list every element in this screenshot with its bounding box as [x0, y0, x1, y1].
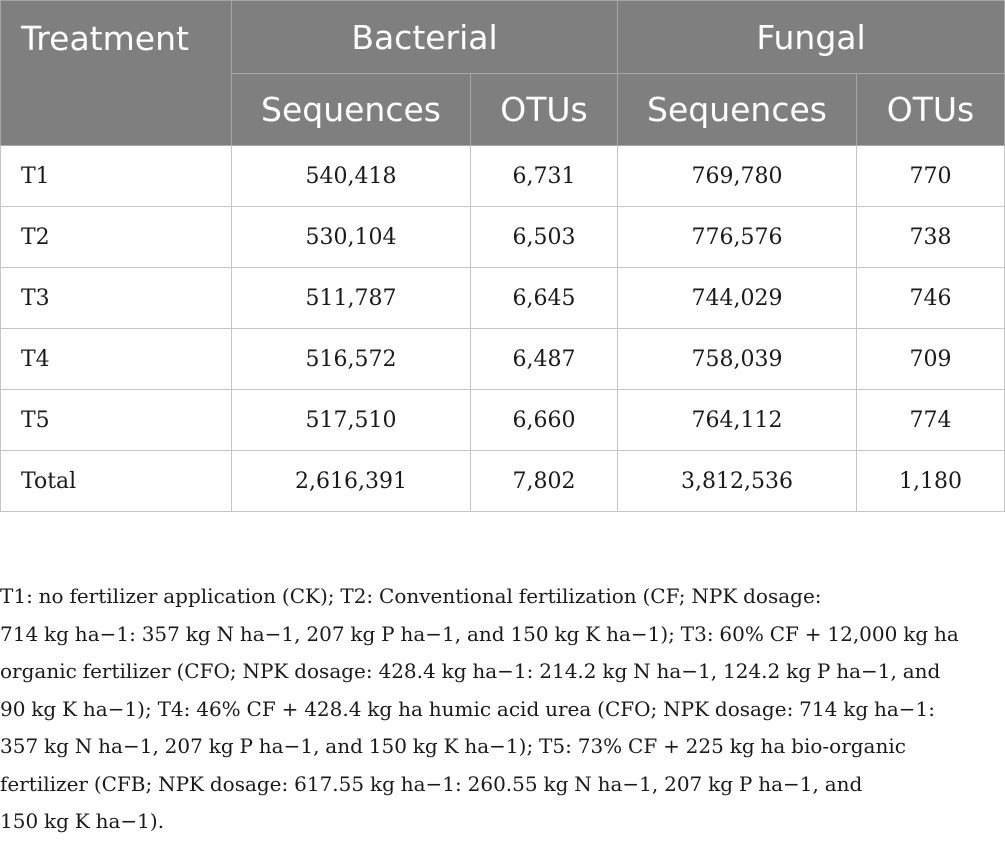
footnote-line: 714 kg ha−1: 357 kg N ha−1, 207 kg P ha−1, and 150 kg K ha−1); T3: 60% CF + 12,000 kg ha: [0, 621, 959, 646]
header-bacterial: Bacterial: [232, 1, 618, 74]
cell-bacterial-sequences: 517,510: [232, 390, 471, 451]
cell-fungal-otus: 1,180: [857, 451, 1005, 512]
table-row: [1, 207, 1005, 268]
cell-fungal-otus: 709: [857, 329, 1005, 390]
footnote-line: 90 kg K ha−1); T4: 46% CF + 428.4 kg ha humic acid urea (CFO; NPK dosage: 714 kg ha−1:: [0, 696, 936, 721]
table-body: [1, 146, 1005, 512]
cell-bacterial-otus: 6,731: [471, 146, 618, 207]
header-fungal-otus: OTUs: [857, 74, 1005, 146]
cell-bacterial-otus: 6,660: [471, 390, 618, 451]
table-row: [1, 268, 1005, 329]
header-bacterial-sequences: Sequences: [232, 74, 471, 146]
table-row-total: [1, 451, 1005, 512]
table-header: [1, 1, 1005, 146]
cell-bacterial-sequences: 530,104: [232, 207, 471, 268]
cell-bacterial-otus: 6,487: [471, 329, 618, 390]
footnote-line: fertilizer (CFB; NPK dosage: 617.55 kg ha−1: 260.55 kg N ha−1, 207 kg P ha−1, and: [0, 771, 863, 796]
cell-fungal-otus: 770: [857, 146, 1005, 207]
cell-treatment: T5: [1, 390, 232, 451]
cell-fungal-sequences: 769,780: [618, 146, 857, 207]
cell-fungal-sequences: 764,112: [618, 390, 857, 451]
cell-treatment: T1: [1, 146, 232, 207]
cell-fungal-sequences: 776,576: [618, 207, 857, 268]
cell-treatment: T3: [1, 268, 232, 329]
cell-fungal-sequences: 744,029: [618, 268, 857, 329]
header-fungal: Fungal: [618, 1, 1005, 74]
footnote-line: organic fertilizer (CFO; NPK dosage: 428.4 kg ha−1: 214.2 kg N ha−1, 124.2 kg P ha−1, and: [0, 659, 941, 683]
header-fungal-sequences: Sequences: [618, 74, 857, 146]
cell-bacterial-otus: 6,645: [471, 268, 618, 329]
cell-bacterial-otus: 6,503: [471, 207, 618, 268]
cell-bacterial-otus: 7,802: [471, 451, 618, 512]
table-footnote: [0, 578, 990, 841]
table-row: [1, 329, 1005, 390]
header-bacterial-otus: OTUs: [471, 74, 618, 146]
cell-fungal-sequences: 758,039: [618, 329, 857, 390]
table-row: [1, 390, 1005, 451]
cell-fungal-sequences: 3,812,536: [618, 451, 857, 512]
cell-treatment: Total: [1, 451, 232, 512]
cell-treatment: T4: [1, 329, 232, 390]
header-treatment: Treatment: [1, 1, 232, 146]
table-row: [1, 146, 1005, 207]
cell-bacterial-sequences: 511,787: [232, 268, 471, 329]
cell-fungal-otus: 738: [857, 207, 1005, 268]
footnote-line: 150 kg K ha−1).: [0, 809, 165, 833]
cell-bacterial-sequences: 2,616,391: [232, 451, 471, 512]
cell-fungal-otus: 746: [857, 268, 1005, 329]
cell-bacterial-sequences: 516,572: [232, 329, 471, 390]
cell-treatment: T2: [1, 207, 232, 268]
footnote-line: 357 kg N ha−1, 207 kg P ha−1, and 150 kg K ha−1); T5: 73% CF + 225 kg ha bio-organic: [0, 734, 906, 758]
footnote-line: T1: no fertilizer application (CK); T2: Conventional fertilization (CF; NPK dosage:: [0, 584, 822, 608]
cell-fungal-otus: 774: [857, 390, 1005, 451]
cell-bacterial-sequences: 540,418: [232, 146, 471, 207]
